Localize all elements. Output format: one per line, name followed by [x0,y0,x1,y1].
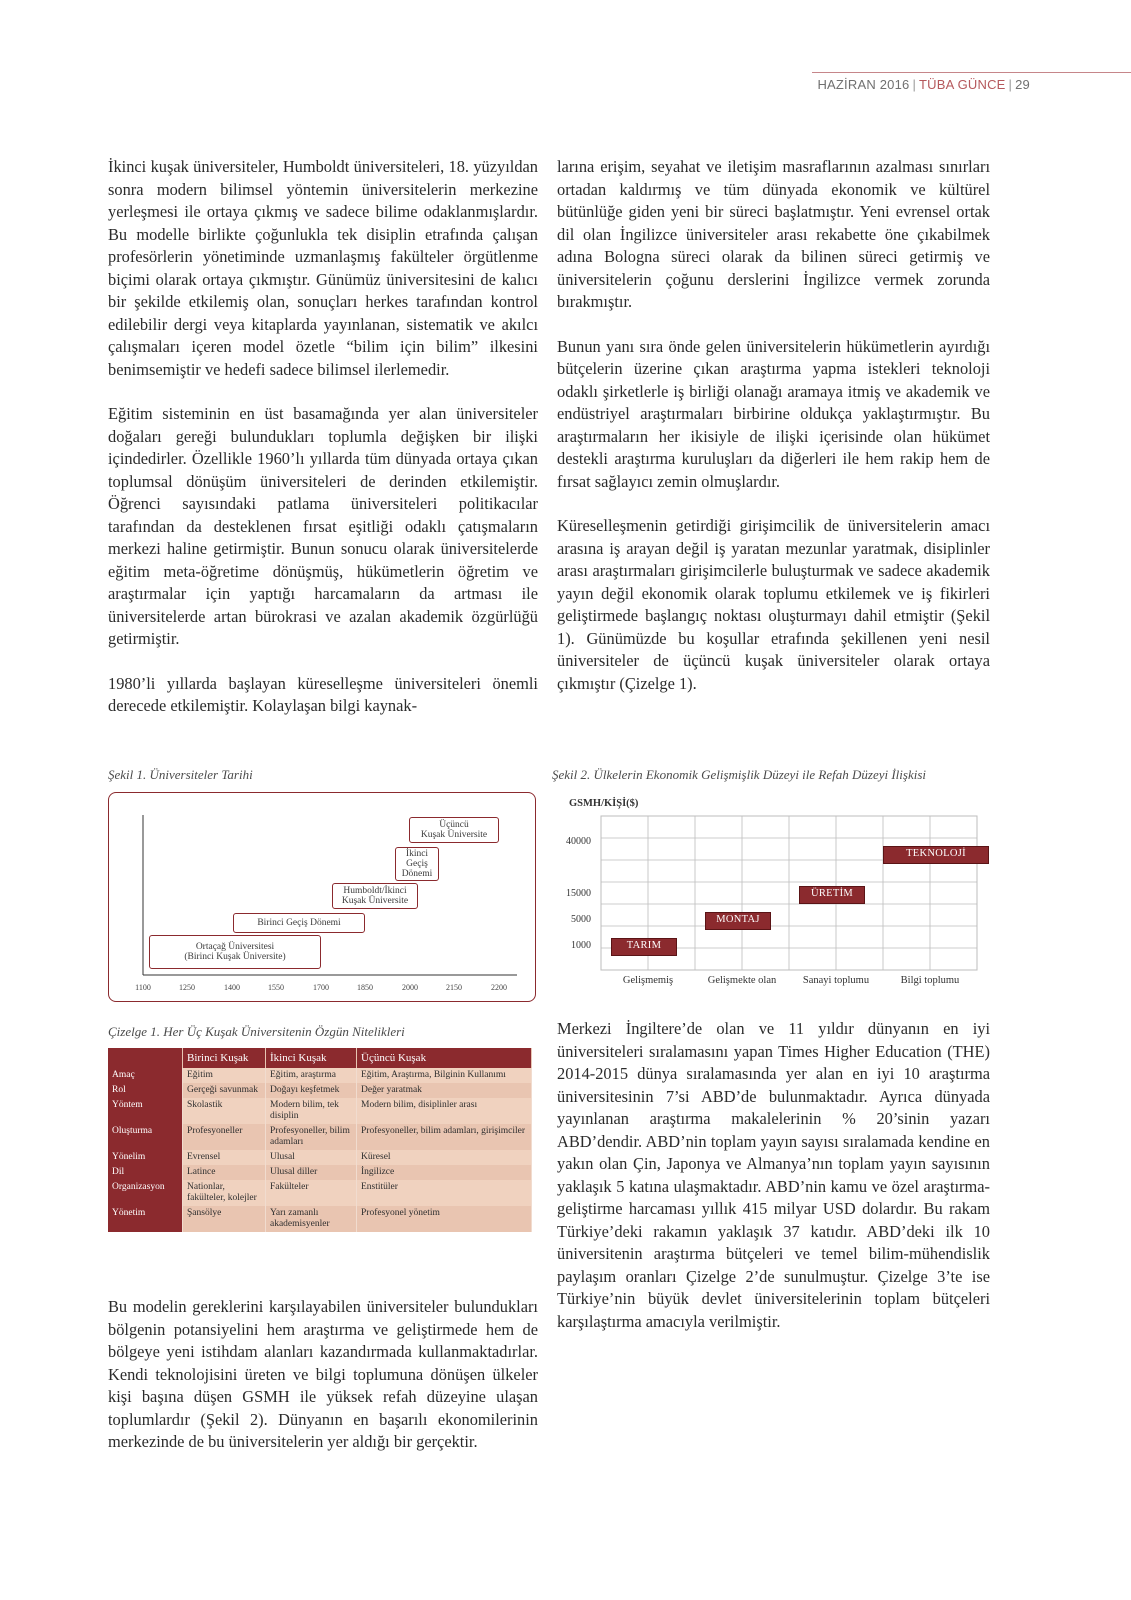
timeline-tick: 1400 [224,983,240,992]
era-box-medieval: Ortaçağ Üniversitesi (Birinci Kuşak Üniversite) [149,935,321,969]
y-tick-label: 40000 [566,836,591,847]
right-column-top [557,156,990,717]
table-cell: Enstitüler [357,1180,532,1206]
table-header-cell: İkinci Kuşak [266,1048,357,1068]
table-cell: Profesyoneller, bilim adamları [266,1124,357,1150]
figure2-chart [557,798,997,1008]
paragraph: İkinci kuşak üniversiteler, Humboldt üniversiteleri, 18. yüzyıldan sonra modern bilimsel yöntemin üniversitelerin merkezine yerleşmesi ile ortaya çıkmış ve sadece bilime odaklanmışlardır. Bu modelle birlikte çoğunlukla tek disiplin etrafında çalışan profesörlerin yönetiminde uzmanlaşmış fakülteler örgütlenme biçimi olarak ortaya çıkmıştır. Günümüz üniversitesini de kalıcı bir şekilde etkilemiş olan, sonuçları herkes tarafından kontrol edilebilir dergi veya kitaplarda yayınlanan, sistematik ve akılcı çalışmaları içeren model özetle “bilim için bilim” ilkesini benimsemiştir ve hedefi sadece bilimsel ilerlemedir. [108,157,538,379]
timeline-tick: 1100 [135,983,151,992]
table-row-header: Yönelim [108,1150,183,1165]
paragraph: Küreselleşmenin getirdiği girişimcilik de üniversitelerin amacı arasına iş arayan değil iş yaratan mezunlar yaratmak, disiplinler arası araştırmaları girişimcilerle buluşturmak ve sadece akademik yayın değil ekonomik olarak toplumu etkilemek ve iş fikirleri geliştirmede başlangıç noktası oluşturmayı dahil etmiştir (Şekil 1). Günümüzde bu koşullar etrafında şekillenen yeni nesil üniversiteler de üçüncü kuşak üniversiteler olarak ortaya çıkmıştır (Çizelge 1). [557,516,990,693]
table-cell: Skolastik [183,1098,266,1124]
table-row-header: Dil [108,1165,183,1180]
table-row [108,1083,532,1098]
table-cell: Modern bilim, disiplinler arası [357,1098,532,1124]
timeline-tick: 2200 [491,983,507,992]
stage-box: TARIM [611,938,677,956]
figure1-timeline [108,792,536,1002]
table1 [108,1048,532,1232]
paragraph: larına erişim, seyahat ve iletişim masraflarının azalması sınırları ortadan kaldırmış ve tüm dünyada ekonomik ve kültürel bütünlüğe giden yeni bir süreci başlatmıştır. Yeni evrensel ortak dil olan İngilizce üniversiteler arası rekabette öne çıkabilmek adına Bologna süreci olarak da bilinen süreci getirmiş ve üniversitelerin çoğunu derslerini İngilizce vermek zorunda bırakmıştır. [557,157,990,311]
running-head: HAZİRAN 2016 | TÜBA GÜNCE | 29 [817,77,1030,92]
table-row-header: Oluşturma [108,1124,183,1150]
table-row-header: Amaç [108,1068,183,1083]
table-row [108,1150,532,1165]
table-cell: Eğitim, Araştırma, Bilginin Kullanımı [357,1068,532,1083]
era-box-humboldt: Humboldt/İkinci Kuşak Üniversite [332,883,418,909]
table-cell: Latince [183,1165,266,1180]
table-row [108,1206,532,1232]
timeline-tick: 2000 [402,983,418,992]
table-row-header: Yönetim [108,1206,183,1232]
table-header-cell [108,1048,183,1068]
y-tick-label: 15000 [566,888,591,899]
table-cell: Fakülteler [266,1180,357,1206]
magazine-name: TÜBA GÜNCE [919,77,1006,92]
table-header-cell: Üçüncü Kuşak [357,1048,532,1068]
timeline-tick: 1700 [313,983,329,992]
timeline-tick: 1850 [357,983,373,992]
issue-date: HAZİRAN 2016 [817,77,910,92]
stage-box: ÜRETİM [799,886,865,904]
era-box-first-transition: Birinci Geçiş Dönemi [233,913,365,933]
table-cell: İngilizce [357,1165,532,1180]
table-body [108,1068,532,1232]
timeline-tick: 1250 [179,983,195,992]
y-tick-label: 1000 [571,940,591,951]
paragraph: Merkezi İngiltere’de olan ve 11 yıldır dünyanın en iyi üniversiteleri sıralamasını yapan Times Higher Education (THE) 2014-2015 dünya sıralamasında yer alan en iyi 10 araştırma üniversitesinin 7’si ABD’de bulunmaktadır. Ayrıca dünyada yayınlanan araştırma makalelerinin % 20’sinin yazarı ABD’dendir. ABD’nin toplam yayın sayısı sıralamada kendine en yakın olan Çin, Japonya ve Almanya’nın toplam yayın sayısının yaklaşık 5 katına ulaşmaktadır. ABD’nin kamu ve özel araştırma-geliştirme harcaması yıllık 415 milyar USD dolardır. Bu rakam Türkiye’deki rakamın yaklaşık 37 katıdır. ABD’deki ilk 10 üniversitenin araştırma bütçeleri ve temel bilim-mühendislik paylaşım oranları Çizelge 2’de sunulmuştur. Çizelge 3’te ise Türkiye’nin büyük devlet üniversitelerinin toplam bütçeleri karşılaştırma amacıyla verilmiştir. [557,1019,990,1331]
right-column-bottom [557,1018,990,1355]
table-cell: Gerçeği savunmak [183,1083,266,1098]
table-header-cell: Birinci Kuşak [183,1048,266,1068]
page-number: 29 [1015,77,1030,92]
header-rule [812,72,1131,73]
table-cell: Şansölye [183,1206,266,1232]
table-cell: Eğitim, araştırma [266,1068,357,1083]
era-box-second-transition: İkinci Geçiş Dönemi [395,847,439,881]
table-cell: Ulusal [266,1150,357,1165]
paragraph: Bu modelin gereklerini karşılayabilen üniversiteler bulundukları bölgenin potansiyelini hem araştırma ve geliştirmede hem de bölgeye yeni istihdam alanları kazandırmada kullanmaktadırlar. Kendi teknolojisini üreten ve bilgi toplumuna dönüşen ülkeler kişi başına düşen GSMH ile yüksek refah düzeyine ulaşan toplumlardır (Şekil 2). Dünyanın en başarılı ekonomilerinin merkezinde de bu üniversitelerin yer aldığı bir gerçektir. [108,1297,538,1451]
table-cell: Modern bilim, tek disiplin [266,1098,357,1124]
table-cell: Eğitim [183,1068,266,1083]
x-tick-label: Bilgi toplumu [900,975,960,986]
table-row-header: Yöntem [108,1098,183,1124]
table-cell: Değer yaratmak [357,1083,532,1098]
table-cell: Yarı zamanlı akademisyenler [266,1206,357,1232]
table-row [108,1180,532,1206]
timeline-tick: 1550 [268,983,284,992]
table-cell: Ulusal diller [266,1165,357,1180]
table-row-header: Rol [108,1083,183,1098]
table-cell: Profesyonel yönetim [357,1206,532,1232]
table-cell: Doğayı keşfetmek [266,1083,357,1098]
table1-caption: Çizelge 1. Her Üç Kuşak Üniversitenin Özgün Nitelikleri [108,1024,405,1039]
chart-y-label: GSMH/KİŞİ($) [569,798,639,809]
x-tick-label: Sanayi toplumu [802,975,870,986]
table-row [108,1124,532,1150]
timeline-tick: 2150 [446,983,462,992]
x-tick-label: Gelişmemiş [622,975,674,986]
figure2-caption: Şekil 2. Ülkelerin Ekonomik Gelişmişlik Düzeyi ile Refah Düzeyi İlişkisi [552,767,927,782]
stage-box: TEKNOLOJİ [883,846,989,864]
y-tick-label: 5000 [571,914,591,925]
paragraph: Bunun yanı sıra önde gelen üniversitelerin hükümetlerin ayırdığı bütçelerin üzerine çıkan araştırma yapma istekleri teknoloji odaklı şirketlerle iş birliği olanağı aramaya itmiş ve akademik ve endüstriyel araştırmaları birbirine oldukça yaklaştırmıştır. Bu araştırmaların her ikisiyle de ilişki içerisinde olan hükümet destekli araştırma kuruluşları da diğerleri ile hem rakip hem de fırsat sağlayıcı zemin olmuşlardır. [557,336,990,491]
table-row [108,1098,532,1124]
table-cell: Küresel [357,1150,532,1165]
table-cell: Evrensel [183,1150,266,1165]
figure1-caption: Şekil 1. Üniversiteler Tarihi [108,767,253,782]
x-tick-label: Gelişmekte olan [707,975,777,986]
paragraph: 1980’li yıllarda başlayan küreselleşme üniversiteleri önemli derecede etkilemiştir. Kolaylaşan bilgi kaynak- [108,673,538,715]
left-column-top [108,156,538,740]
left-column-bottom [108,1296,538,1476]
era-box-third-generation: Üçüncü Kuşak Üniversite [409,817,499,843]
table-row-header: Organizasyon [108,1180,183,1206]
table-cell: Nationlar, fakülteler, kolejler [183,1180,266,1206]
table-cell: Profesyoneller [183,1124,266,1150]
table-row [108,1165,532,1180]
table-header-row [108,1048,532,1068]
table-row [108,1068,532,1083]
paragraph: Eğitim sisteminin en üst basamağında yer alan üniversiteler doğaları gereği bulundukları toplumla değişken bir ilişki içindedirler. Özellikle 1960’lı yıllarda tüm dünyada ortaya çıkan toplumsal dönüşüm üniversiteleri de derinden etkilemiştir. Öğrenci sayısındaki patlama üniversiteleri politikacılar tarafından da desteklenen fırsat eşitliği odaklı çatışmaların merkezi haline getirmiştir. Bunun sonucu olarak üniversitelerde eğitim meta-öğretime dönüşmüş, hükümetlerin öğretim ve araştırmalar için yaptığı harcamaların da artması ile üniversitelerde artan bürokrasi ve azalan akademik özgürlüğü getirmiştir. [108,404,538,648]
table-cell: Profesyoneller, bilim adamları, girişimciler [357,1124,532,1150]
stage-box: MONTAJ [705,912,771,930]
